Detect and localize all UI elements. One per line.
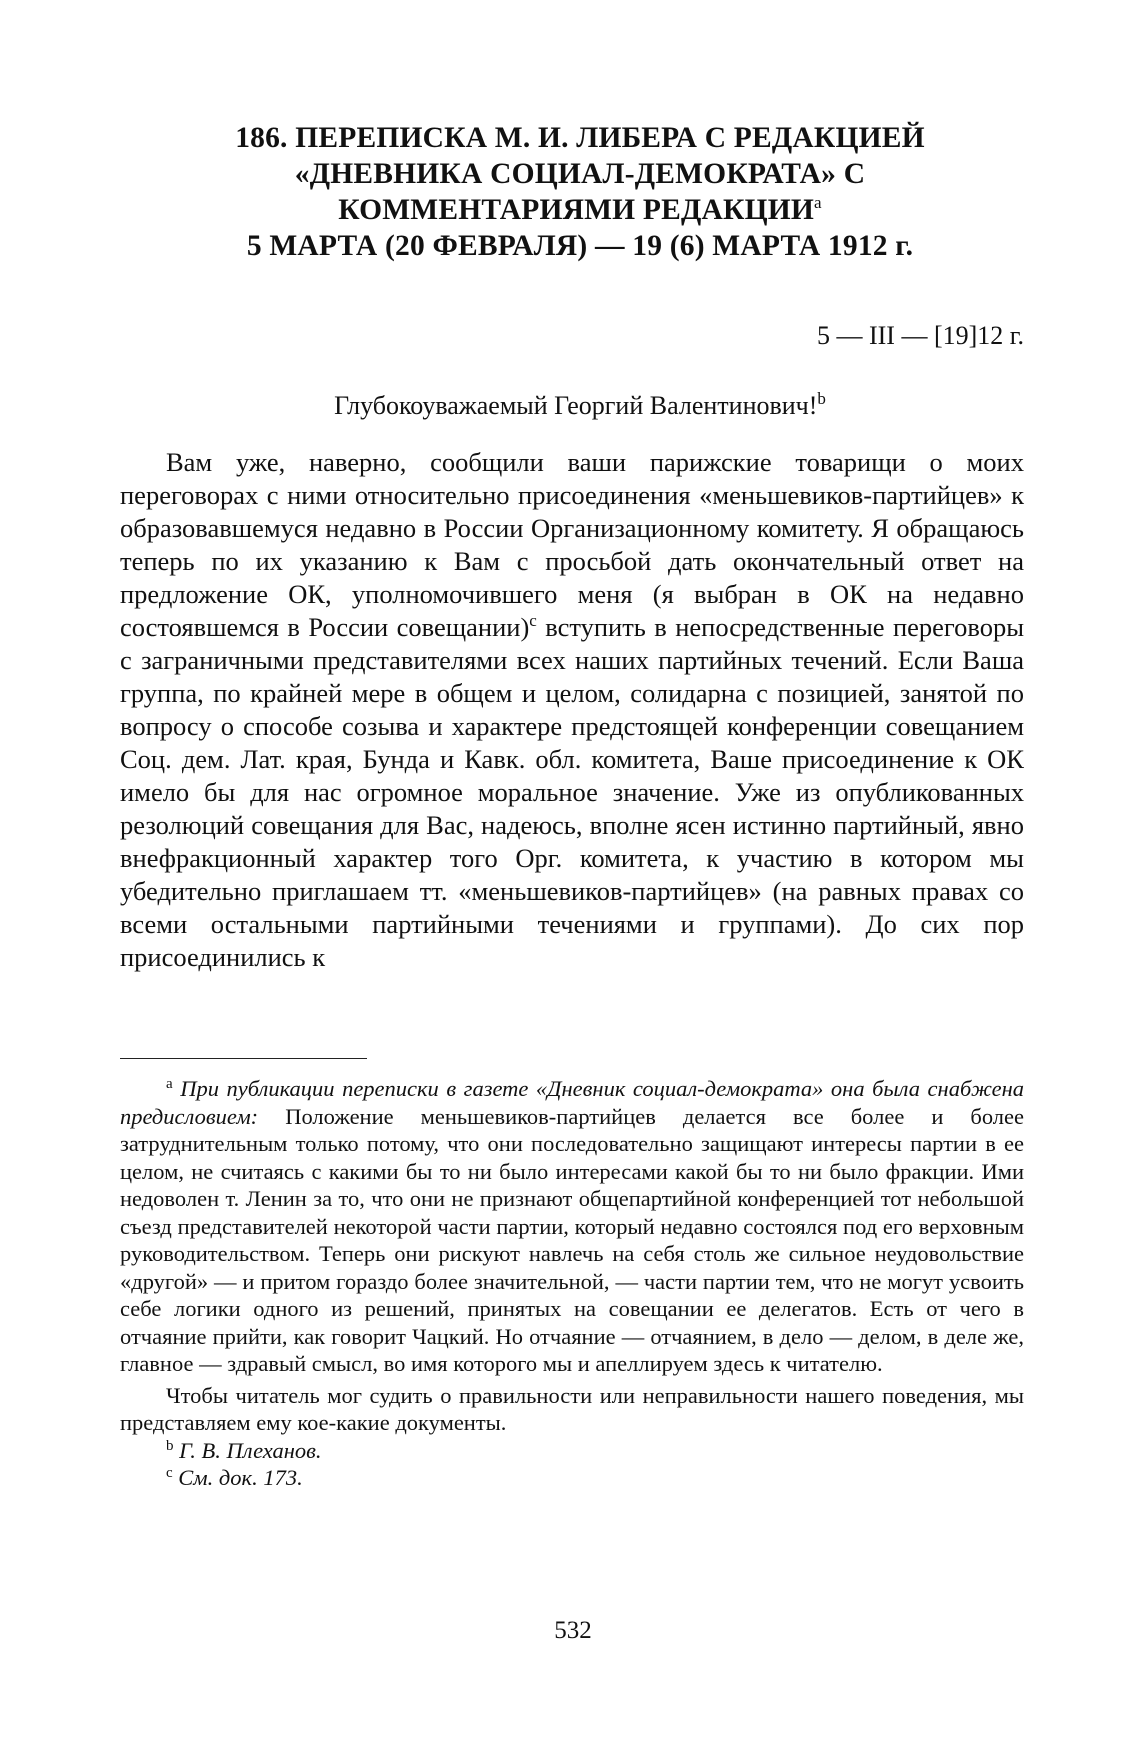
heading-line-3-text: КОММЕНТАРИЯМИ РЕДАКЦИИ [338, 194, 815, 226]
footnote-b-text: Г. В. Плеханов. [179, 1437, 322, 1463]
footnote-a-italic: При публикации переписки в газете «Дневник социал-демократа» она была снабжена предисловием: [120, 1076, 1024, 1129]
document-heading [120, 120, 1040, 264]
heading-line-3 [120, 192, 1040, 228]
heading-line-4: 5 МАРТА (20 ФЕВРАЛЯ) — 19 (6) МАРТА 1912 г. [246, 230, 914, 262]
footnote-ref-a: a [814, 193, 822, 212]
footnote-a-mark: a [166, 1076, 173, 1092]
page-number: 532 [554, 1617, 592, 1644]
footnote-b-mark: b [166, 1437, 174, 1454]
greeting-text: Глубокоуважаемый Георгий Валентинович! [334, 391, 818, 420]
heading-line-1: 186. ПЕРЕПИСКА М. И. ЛИБЕРА С РЕДАКЦИЕЙ [235, 122, 925, 154]
footnote-ref-b: b [817, 389, 826, 408]
footnote-a [120, 1075, 1024, 1378]
letter-body [120, 446, 1024, 974]
letter-date: 5 — III — [19]12 г. [816, 321, 1024, 350]
footnote-c [120, 1464, 1024, 1492]
heading-line-2: «ДНЕВНИКА СОЦИАЛ-ДЕМОКРАТА» С [294, 158, 866, 190]
footnote-a-text: Положение меньшевиков-партийцев делается все более и более затруднительным только потому, что они последовательно защищают интересы партии в ее целом, не считаясь с какими бы то ни было интересами какой бы то ни было фракции. Ими недоволен т. Ленин за то, что они не признают общепартийной конференцией тот небольшой съезд представителей некоторой части партии, который недавно состоялся под его верховным руководительством. Теперь они рискуют навлечь на себя столь же сильное неудовольствие «другой» — и притом гораздо более значительной, — части партии тем, что не могут усвоить себе логики одного из решений, принятых на совещании ее делегатов. Есть от чего в отчаяние прийти, как говорит Чацкий. Но отчаяние — отчаянием, в дело — делом, в деле же, главное — здравый смысл, во имя которого мы и апеллируем здесь к читателю. [120, 1103, 1024, 1376]
footnote-a-paragraph-2: Чтобы читатель мог судить о правильности или неправильности нашего поведения, мы представляем ему кое-какие документы. [120, 1382, 1024, 1435]
footnote-c-mark: c [166, 1465, 173, 1481]
body-text-part-2: вступить в непосредственные переговоры с заграничными представителями всех наших партийных течений. Если Ваша группа, по крайней мере в общем и целом, солидарна с позицией, занятой по вопросу о способе созыва и характере предстоящей конференции совещанием Соц. дем. Лат. края, Бунда и Кавк. обл. комитета, Ваше присоединение к ОК имело бы для нас огромное моральное значение. Уже из опубликованных резолюций совещания для Вас, надеюсь, вполне ясен истинно партийный, явно внефракционный характер того Орг. комитета, к участию в котором мы убедительно приглашаем тт. «меньшевиков-партийцев» (на равных правах со всеми остальными партийными течениями и группами). До сих пор присоединились к [120, 612, 1025, 972]
footnote-c-text: См. док. 173. [178, 1465, 303, 1490]
footnote-b [120, 1437, 1024, 1465]
footnote-separator [120, 1058, 367, 1059]
letter-greeting [120, 390, 1040, 422]
body-text-part-1: Вам уже, наверно, сообщили ваши парижские товарищи о моих переговорах с ними относительно присоединения «меньшевиков-партийцев» к образовавшемуся недавно в России Организационному комитету. Я обращаюсь теперь по их указанию к Вам с просьбой дать окончательный ответ на предложение ОК, уполномочившего меня (я выбран в ОК на недавно состоявшемся в России совещании) [120, 447, 1024, 642]
footnotes [120, 1075, 1024, 1492]
footnote-ref-c: c [529, 611, 537, 630]
